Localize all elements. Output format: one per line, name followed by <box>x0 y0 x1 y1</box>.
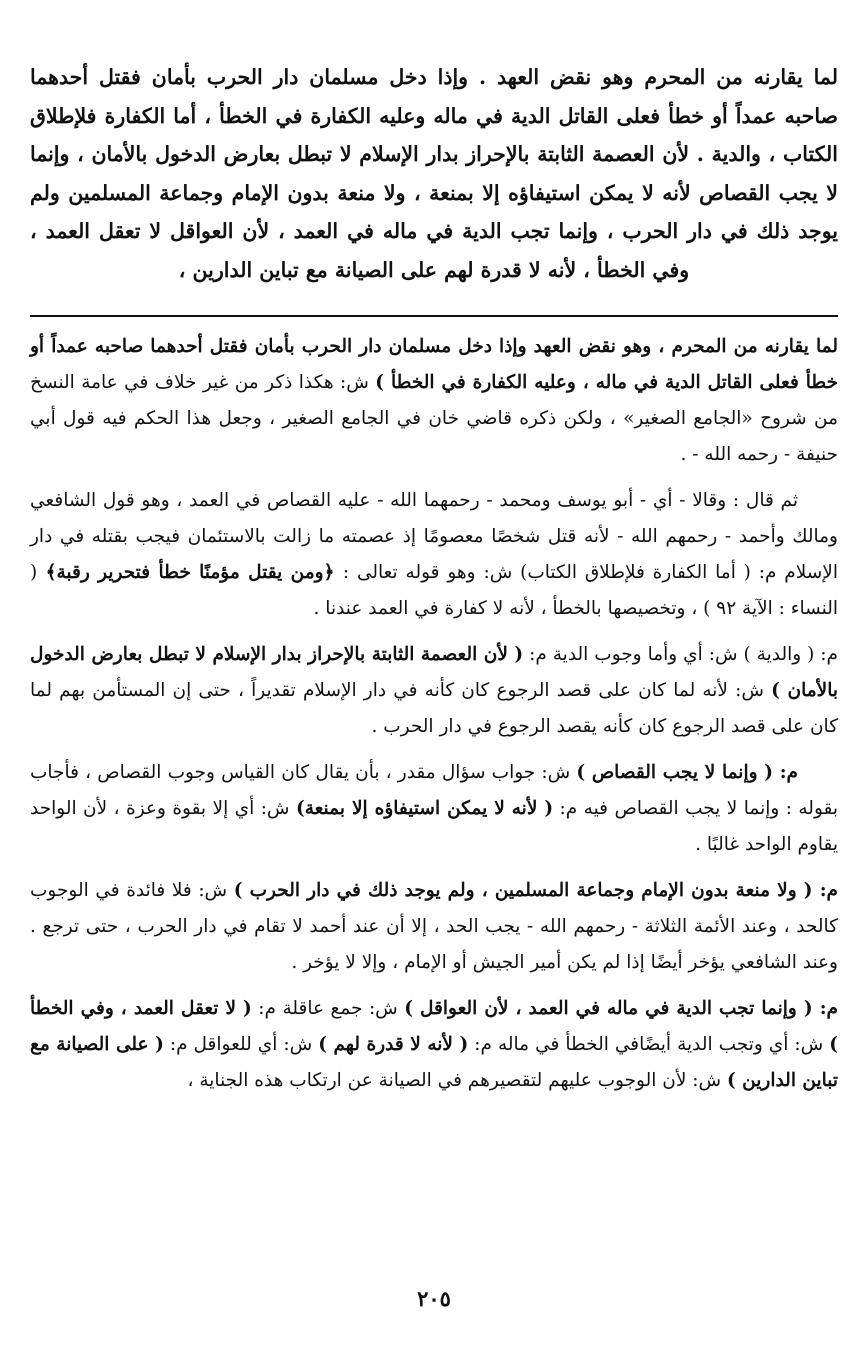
commentary-text: ش: جمع عاقلة م: <box>251 998 405 1019</box>
matn-quote: ( لأنه لا قدرة لهم ) <box>318 1034 469 1055</box>
commentary-paragraph <box>30 483 838 627</box>
commentary-text: ش: فلا فائدة في الوجوب كالحد ، وعند الأئمة الثلاثة - رحمهم الله - يجب الحد ، إلا أن عند أحمد لا تقام في دار الحرب ، حتى ترجع . وعند الشافعي يؤخر أيضًا إذا لم يكن أمير الجيش أو الإمام ، وإلا لا يؤخر . <box>30 880 838 973</box>
commentary-paragraph <box>30 755 838 863</box>
commentary-paragraph <box>30 873 838 981</box>
page-number: ٢٠٥ <box>417 1286 451 1311</box>
matn-quote: ( لأنه لا يمكن استيفاؤه إلا بمنعة) <box>295 798 554 819</box>
commentary-paragraph <box>30 637 838 745</box>
quran-quote: ﴿ومن يقتل مؤمنًا خطأ فتحرير رقبة﴾ <box>37 562 343 583</box>
commentary-text: ( النساء : الآية ٩٢ ) ، وتخصيصها بالخطأ ، لأنه لا كفارة في العمد عندنا . <box>30 562 838 619</box>
matn-quote: م: ( ولا منعة بدون الإمام وجماعة المسلمين ، ولم يوجد ذلك في دار الحرب ) <box>233 880 839 901</box>
commentary-text: ش: لأنه لما كان على قصد الرجوع كان كأنه في دار الإسلام تقديراً ، حتى إن المستأمن بهم لما كان على قصد الرجوع كان كأنه يقصد الرجوع في دار الحرب . <box>30 680 838 737</box>
commentary-text: ثم قال : وقالا - أي - أبو يوسف ومحمد - رحمهما الله - عليه القصاص في العمد ، وهو قول الشافعي ومالك وأحمد - رحمهم الله - لأنه قتل شخصًا معصومًا إذ عصمته ما زالت بالاستئمان فيجب بقتله في دار الإسلام م: ( أما الكفارة فلإطلاق الكتاب) ش: وهو قوله تعالى : <box>30 490 838 583</box>
commentary-paragraph <box>30 329 838 473</box>
matn-quote: ( لأن العصمة الثابتة بالإحراز بدار الإسلام لا تبطل بعارض الدخول بالأمان ) <box>30 644 838 701</box>
matn-quote: ( على الصيانة مع تباين الدارين ) <box>30 1034 838 1091</box>
commentary <box>30 329 838 1099</box>
commentary-text: ش: لأن الوجوب عليهم لتقصيرهم في الصيانة عن ارتكاب هذه الجناية ، <box>187 1070 727 1091</box>
commentary-text: ش: جواب سؤال مقدر ، بأن يقال كان القياس وجوب القصاص ، فأجاب بقوله : وإنما لا يجب القصاص فيه م: <box>30 762 839 819</box>
commentary-text: م: ( والدية ) ش: أي وأما وجوب الدية م: <box>523 644 838 665</box>
matn-quote: م: ( وإنما لا يجب القصاص ) <box>576 762 798 783</box>
book-page <box>30 58 838 1109</box>
commentary-text: ش: أي للعواقل م: <box>163 1034 319 1055</box>
commentary-text: ش: أي وتجب الدية أيضًافي الخطأ في ماله م: <box>468 1034 830 1055</box>
commentary-paragraph <box>30 991 838 1099</box>
commentary-text: ش: هكذا ذكر من غير خلاف في عامة النسخ من شروح «الجامع الصغير» ، ولكن ذكره قاضي خان في الجامع الصغير ، وجعل هذا الحكم فيه قول أبي حنيفة - رحمه الله - . <box>30 372 838 465</box>
separator-rule <box>30 315 838 317</box>
matn-quote: ( لا تعقل العمد ، وفي الخطأ ) <box>30 998 838 1055</box>
matn-quote: م: ( وإنما تجب الدية في ماله في العمد ، لأن العواقل ) <box>404 998 838 1019</box>
matn-quote: لما يقارنه من المحرم ، وهو نقض العهد وإذا دخل مسلمان دار الحرب بأمان فقتل أحدهما صاحبه عمداً أو خطأ فعلى القاتل الدية في ماله ، وعليه الكفارة في الخطأ ) <box>30 336 838 393</box>
matn-text: لما يقارنه من المحرم وهو نقض العهد . وإذا دخل مسلمان دار الحرب بأمان فقتل أحدهما صاحبه عمداً أو خطأ فعلى القاتل الدية في ماله وعليه الكفارة في الخطأ ، أما الكفارة فلإطلاق الكتاب ، والدية . لأن العصمة الثابتة بالإحراز بدار الإسلام لا تبطل بعارض الدخول بالأمان ، وإنما لا يجب القصاص لأنه لا يمكن استيفاؤه إلا بمنعة ، ولا منعة بدون الإمام وجماعة المسلمين ولم يوجد ذلك في دار الحرب ، وإنما تجب الدية في ماله في العمد ، لأن العواقل لا تعقل العمد ، وفي الخطأ ، لأنه لا قدرة لهم على الصيانة مع تباين الدارين ، <box>30 65 838 282</box>
commentary-text: ش: أي إلا بقوة وعزة ، لأن الواحد يقاوم الواحد غالبًا . <box>30 798 838 855</box>
